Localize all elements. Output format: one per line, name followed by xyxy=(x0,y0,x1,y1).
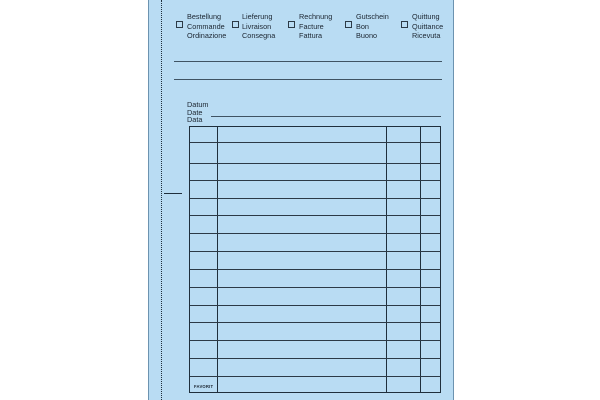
option-label-de: Rechnung xyxy=(299,12,333,21)
option-lieferung xyxy=(242,12,275,41)
date-label xyxy=(187,101,209,124)
option-bestellung xyxy=(187,12,226,41)
address-line-1[interactable] xyxy=(174,61,442,62)
checkbox-lieferung[interactable] xyxy=(232,21,239,28)
option-label-it: Consegna xyxy=(242,31,276,41)
address-line-2[interactable] xyxy=(174,79,442,80)
option-label-de: Quittung xyxy=(412,12,440,21)
checkbox-quittung[interactable] xyxy=(401,21,408,28)
option-quittung xyxy=(412,12,443,41)
checkbox-rechnung[interactable] xyxy=(288,21,295,28)
grid-row-line xyxy=(190,376,440,377)
stub-mark xyxy=(164,193,182,194)
grid-column-divider xyxy=(386,127,387,392)
brand-mark: FAVORIT xyxy=(194,384,214,389)
option-rechnung xyxy=(299,12,332,41)
grid-row-line xyxy=(190,251,440,252)
option-label-fr: Facture xyxy=(299,21,324,31)
grid-row-line xyxy=(190,340,440,341)
option-label-it: Buono xyxy=(356,31,378,41)
grid-row-line xyxy=(190,287,440,288)
date-field[interactable] xyxy=(211,116,441,117)
grid-row-line xyxy=(190,163,440,164)
option-label-fr: Commande xyxy=(187,21,225,31)
date-label-de: Datum xyxy=(187,100,209,109)
checkbox-gutschein[interactable] xyxy=(345,21,352,28)
item-grid xyxy=(189,126,441,393)
option-label-de: Gutschein xyxy=(356,12,389,21)
grid-row-line xyxy=(190,180,440,181)
grid-row-line xyxy=(190,142,440,143)
grid-row-line xyxy=(190,215,440,216)
date-label-it: Data xyxy=(187,115,203,125)
grid-column-divider xyxy=(217,127,218,392)
grid-row-line xyxy=(190,358,440,359)
grid-row-line xyxy=(190,233,440,234)
date-label-fr: Date xyxy=(187,107,203,117)
form-sheet xyxy=(148,0,454,400)
option-label-it: Ricevuta xyxy=(412,31,441,41)
option-label-de: Bestellung xyxy=(187,12,222,21)
option-label-it: Fattura xyxy=(299,31,323,41)
option-label-fr: Quittance xyxy=(412,21,444,31)
perforation-line xyxy=(161,0,162,400)
option-label-de: Lieferung xyxy=(242,12,273,21)
grid-row-line xyxy=(190,198,440,199)
grid-column-divider xyxy=(420,127,421,392)
option-label-fr: Livraison xyxy=(242,21,272,31)
option-label-it: Ordinazione xyxy=(187,31,227,41)
grid-row-line xyxy=(190,269,440,270)
option-label-fr: Bon xyxy=(356,21,369,31)
option-gutschein xyxy=(356,12,389,41)
grid-row-line xyxy=(190,305,440,306)
grid-row-line xyxy=(190,322,440,323)
checkbox-bestellung[interactable] xyxy=(176,21,183,28)
